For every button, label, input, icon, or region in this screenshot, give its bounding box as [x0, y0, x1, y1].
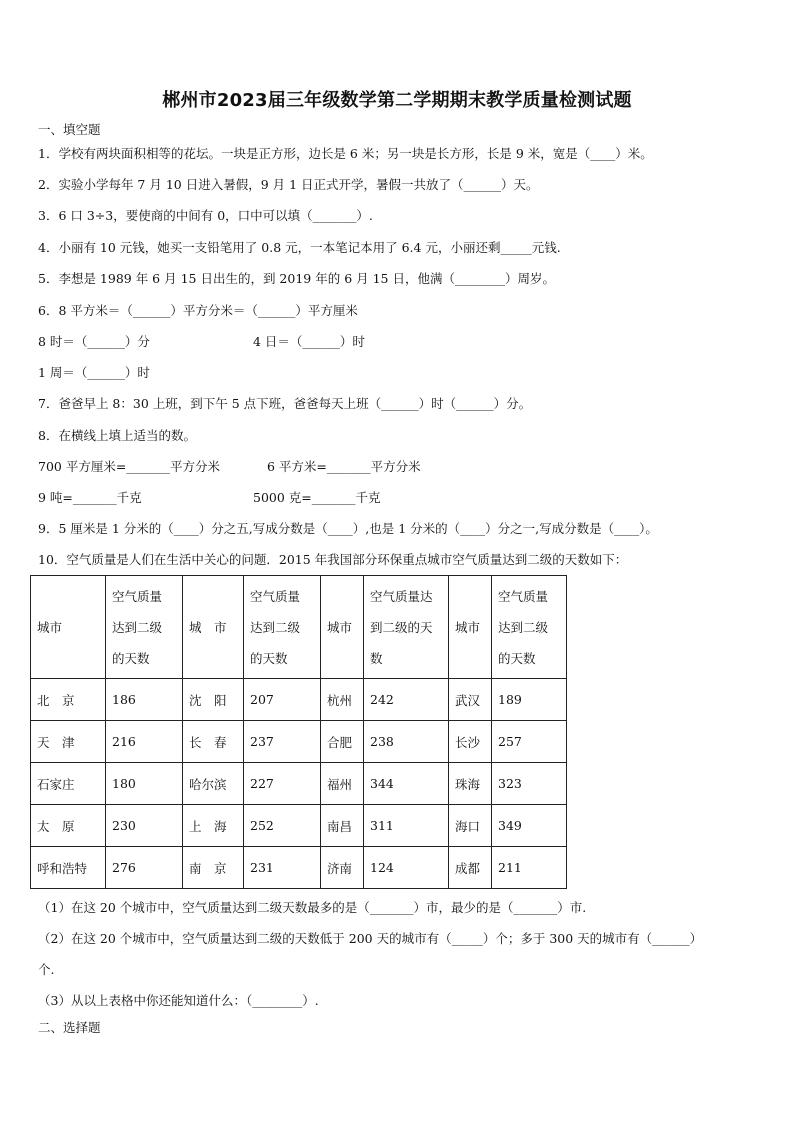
days-cell: 237	[244, 721, 321, 763]
table-header-cell: 城 市	[183, 576, 244, 679]
city-cell: 福州	[321, 763, 364, 805]
section-choice-heading: 二、选择题	[38, 1020, 101, 1035]
question-1: 1．学校有两块面积相等的花坛。一块是正方形，边长是 6 米；另一块是长方形，长是 9 米，宽是（____）米。	[38, 146, 653, 161]
question-6-days: 4 日＝（______）时	[253, 334, 365, 349]
days-cell: 189	[492, 679, 567, 721]
table-row	[31, 679, 567, 721]
city-cell: 长沙	[449, 721, 492, 763]
question-10: 10．空气质量是人们在生活中关心的问题．2015 年我国部分环保重点城市空气质量达到二级的天数如下：	[38, 552, 628, 567]
table-header-cell: 空气质量达到二级的天数	[244, 576, 321, 679]
question-8: 8．在横线上填上适当的数。	[38, 428, 196, 443]
question-10-part-2: （2）在这 20 个城市中，空气质量达到二级的天数低于 200 天的城市有（_____）个；多于 300 天的城市有（______）	[38, 931, 703, 946]
table-header-cell: 空气质量达到二级的天数	[106, 576, 183, 679]
page-title: 郴州市2023届三年级数学第二学期期末教学质量检测试题	[162, 90, 632, 111]
days-cell: 349	[492, 805, 567, 847]
days-cell: 124	[364, 847, 449, 889]
city-cell: 上 海	[183, 805, 244, 847]
question-9: 9．5 厘米是 1 分米的（____）分之五,写成分数是（____）,也是 1 分米的（____）分之一,写成分数是（____）。	[38, 521, 658, 536]
question-8-ton: 9 吨=_______千克	[38, 490, 142, 505]
city-cell: 沈 阳	[183, 679, 244, 721]
city-cell: 哈尔滨	[183, 763, 244, 805]
city-cell: 海口	[449, 805, 492, 847]
question-8-gram: 5000 克=_______千克	[253, 490, 381, 505]
table-header-cell: 城市	[321, 576, 364, 679]
question-8-area-m: 6 平方米=_______平方分米	[267, 459, 421, 474]
city-cell: 成都	[449, 847, 492, 889]
days-cell: 276	[106, 847, 183, 889]
city-cell: 呼和浩特	[31, 847, 106, 889]
table-header-cell: 城市	[449, 576, 492, 679]
days-cell: 231	[244, 847, 321, 889]
days-cell: 211	[492, 847, 567, 889]
days-cell: 344	[364, 763, 449, 805]
days-cell: 207	[244, 679, 321, 721]
days-cell: 257	[492, 721, 567, 763]
question-6-week: 1 周＝（______）时	[38, 365, 150, 380]
days-cell: 238	[364, 721, 449, 763]
table-header-cell: 空气质量达到二级的天数	[364, 576, 449, 679]
question-6-hours: 8 时＝（______）分	[38, 334, 150, 349]
days-cell: 186	[106, 679, 183, 721]
table-row	[31, 805, 567, 847]
city-cell: 长 春	[183, 721, 244, 763]
question-3: 3．6 口 3÷3，要使商的中间有 0，口中可以填（_______）.	[38, 208, 373, 223]
question-10-part-1: （1）在这 20 个城市中，空气质量达到二级天数最多的是（_______）市，最少的是（_______）市.	[38, 900, 587, 915]
days-cell: 323	[492, 763, 567, 805]
table-header-cell: 空气质量达到二级的天数	[492, 576, 567, 679]
days-cell: 180	[106, 763, 183, 805]
days-cell: 311	[364, 805, 449, 847]
table-header-cell: 城市	[31, 576, 106, 679]
city-cell: 北 京	[31, 679, 106, 721]
air-quality-table	[30, 575, 567, 889]
question-5: 5．李想是 1989 年 6 月 15 日出生的，到 2019 年的 6 月 15 日，他满（________）周岁。	[38, 271, 555, 286]
city-cell: 杭州	[321, 679, 364, 721]
days-cell: 252	[244, 805, 321, 847]
question-8-area-cm: 700 平方厘米=_______平方分米	[38, 459, 221, 474]
city-cell: 南 京	[183, 847, 244, 889]
question-6: 6．8 平方米＝（______）平方分米＝（______）平方厘米	[38, 303, 358, 318]
table-header-row	[31, 576, 567, 679]
days-cell: 242	[364, 679, 449, 721]
question-10-part-2-cont: 个.	[38, 962, 55, 977]
city-cell: 石家庄	[31, 763, 106, 805]
city-cell: 南昌	[321, 805, 364, 847]
table-row	[31, 763, 567, 805]
days-cell: 216	[106, 721, 183, 763]
city-cell: 珠海	[449, 763, 492, 805]
question-2: 2．实验小学每年 7 月 10 日进入暑假，9 月 1 日正式开学，暑假一共放了（______）天。	[38, 177, 539, 192]
section-fill-heading: 一、填空题	[38, 122, 101, 137]
city-cell: 天 津	[31, 721, 106, 763]
days-cell: 227	[244, 763, 321, 805]
city-cell: 济南	[321, 847, 364, 889]
city-cell: 武汉	[449, 679, 492, 721]
days-cell: 230	[106, 805, 183, 847]
table-row	[31, 847, 567, 889]
question-7: 7．爸爸早上 8：30 上班，到下午 5 点下班，爸爸每天上班（______）时（______）分。	[38, 396, 532, 411]
question-4: 4．小丽有 10 元钱，她买一支铅笔用了 0.8 元，一本笔记本用了 6.4 元，小丽还剩_____元钱.	[38, 240, 561, 255]
city-cell: 合肥	[321, 721, 364, 763]
question-10-part-3: （3）从以上表格中你还能知道什么：（________）.	[38, 993, 319, 1008]
table-row	[31, 721, 567, 763]
city-cell: 太 原	[31, 805, 106, 847]
